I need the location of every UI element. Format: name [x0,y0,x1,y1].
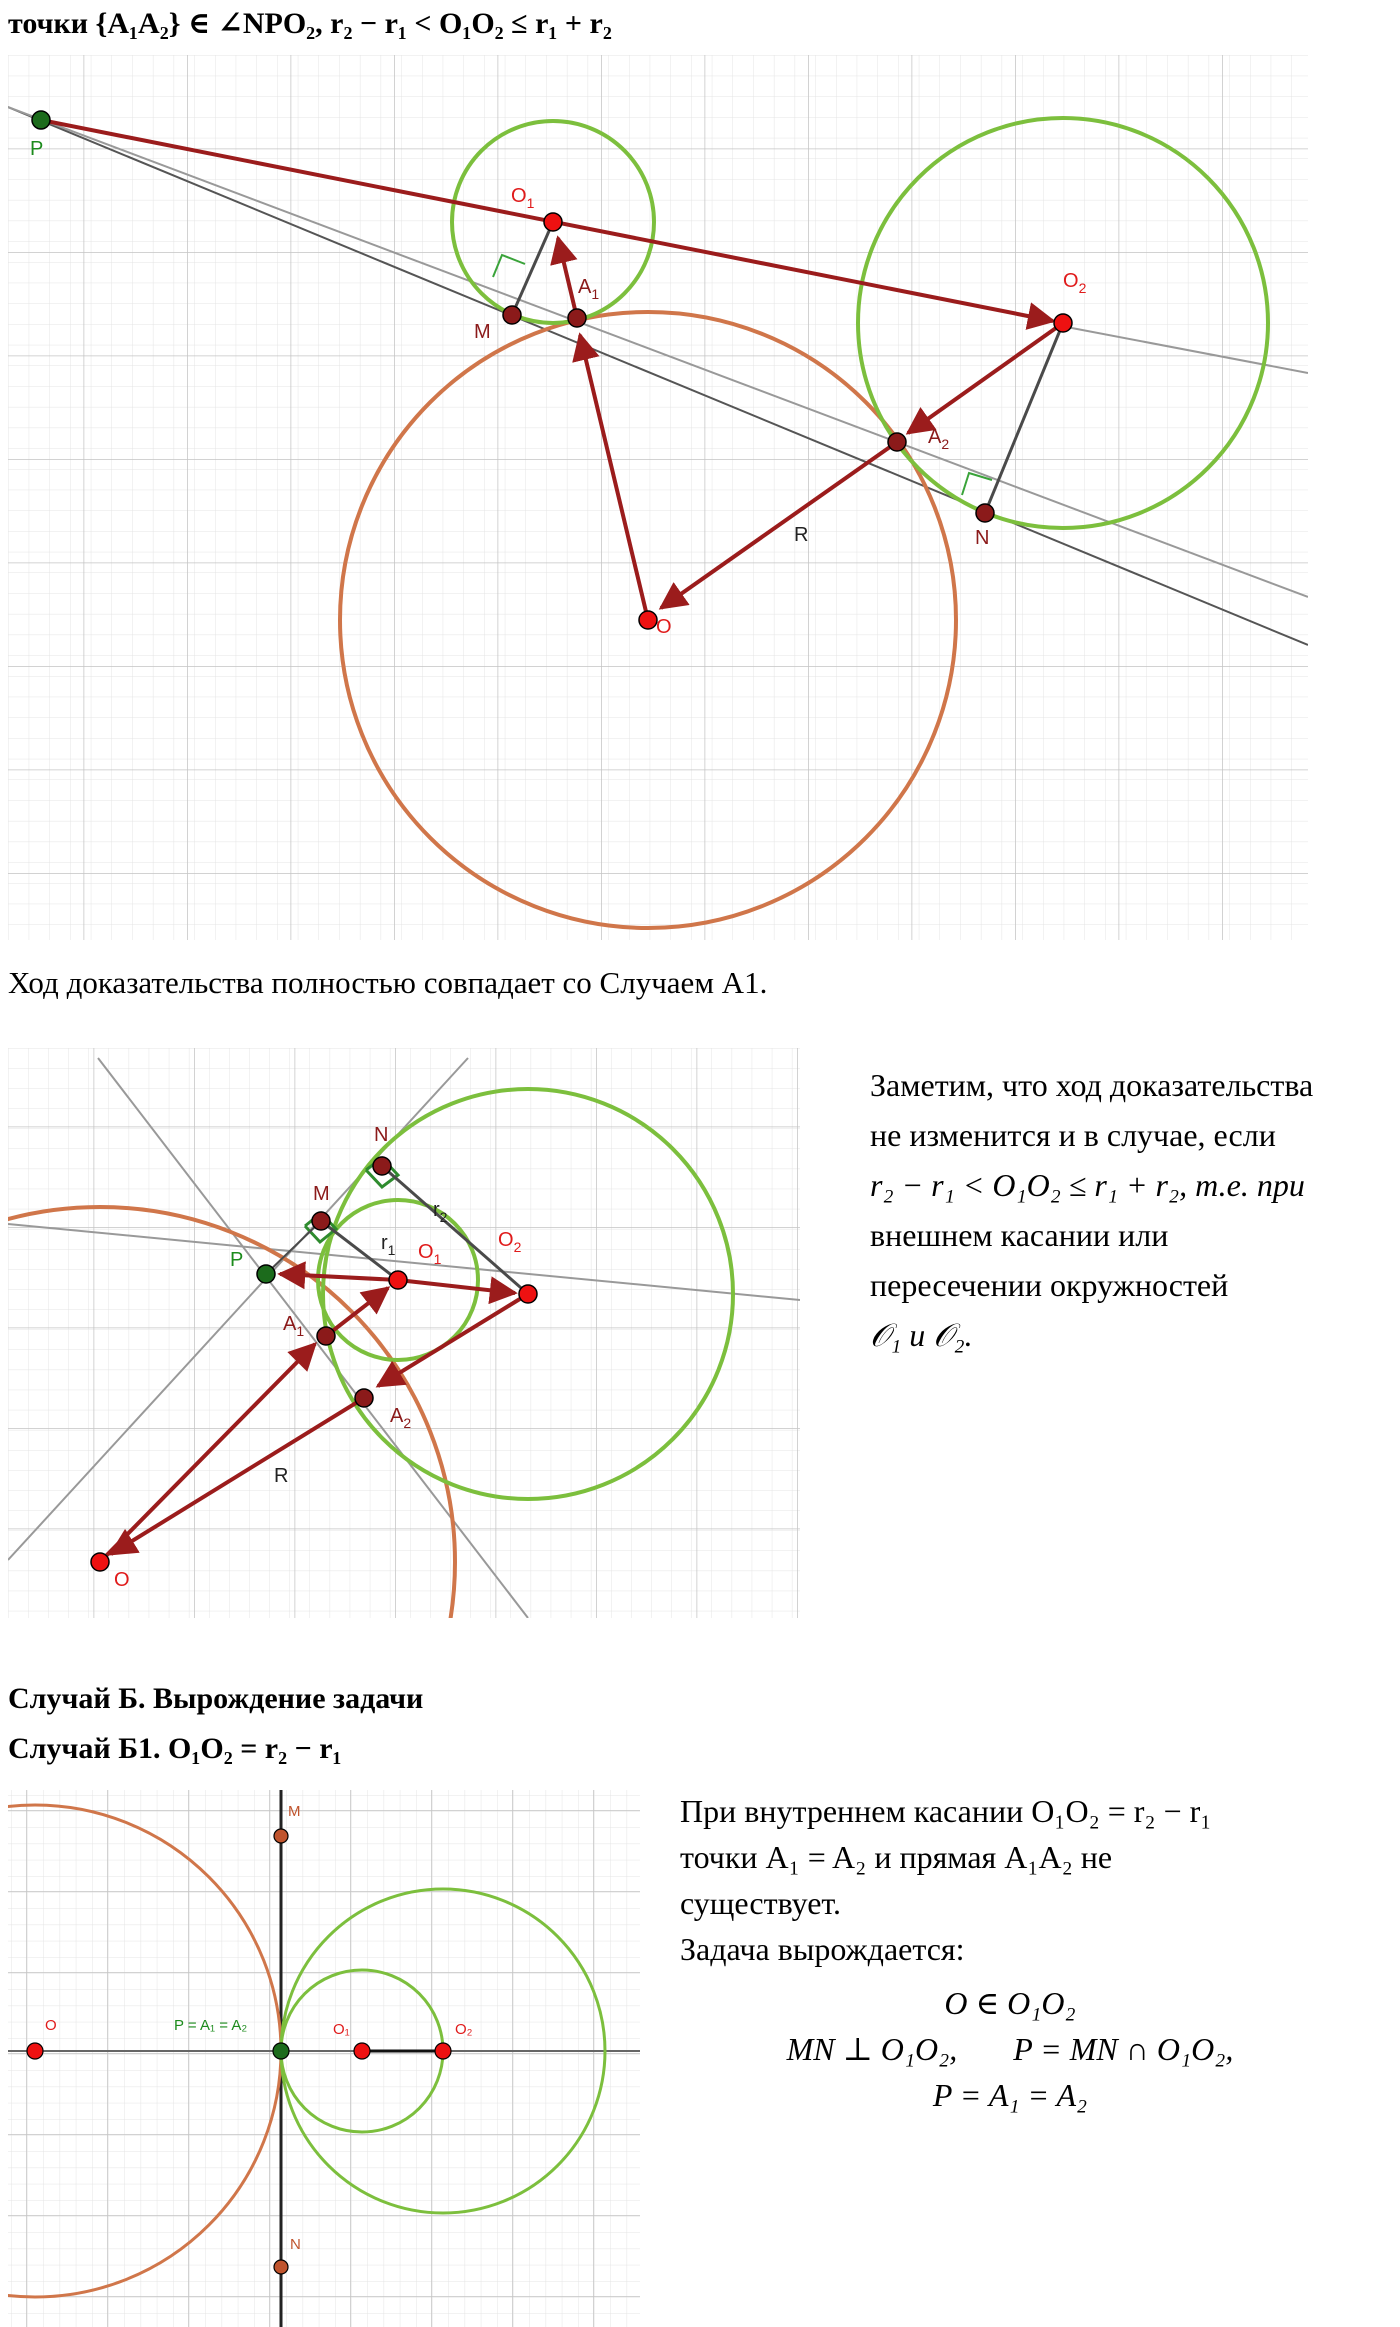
section-title: Случай Б. Вырождение задачи [8,1682,424,1715]
label-A2: $A_2$ [390,1405,412,1431]
figure-2 [8,1048,800,1618]
label-O1: $O_1$ [511,185,535,211]
label-A1: $A_1$ [283,1313,305,1339]
label-M: M [288,1803,301,1820]
label-O1: O₁ [333,2021,350,2038]
point-O1 [544,213,562,231]
note-line-3: r₂ − r₁ < O₁O₂ ≤ r₁ + r₂, т.е. при [870,1167,1305,1203]
note-text [870,1060,1313,1360]
point-N [373,1157,391,1175]
label-N: N [374,1124,389,1146]
label-O: O [45,2017,57,2034]
note-line-4: внешнем касании или [870,1217,1169,1253]
point-O [91,1553,109,1571]
label-P-A1-A2: P = A₁ = A₂ [174,2017,248,2034]
case-b1-line-1: При внутреннем касании O₁O₂ = r₂ − r₁ [680,1793,1212,1829]
case-b1-line-2: точки A₁ = A₂ и прямая A₁A₂ не [680,1839,1113,1875]
label-A2: $A_2$ [928,426,950,452]
point-M [312,1212,330,1230]
point-N [274,2260,288,2274]
point-O [27,2043,43,2059]
label-O2: $O_2$ [498,1229,522,1255]
label-O2: $O_2$ [1063,270,1087,296]
note-line-6: 𝒪₁ и 𝒪₂. [870,1317,973,1353]
label-r1: $r_1$ [381,1232,396,1258]
figure-3 [8,1790,640,2327]
label-r2: $r_2$ [433,1199,448,1225]
label-M: M [474,321,491,343]
case-b1-line-4: Задача вырождается: [680,1931,965,1967]
label-N: N [975,527,990,549]
point-O2 [1054,314,1072,332]
case-b1-line-3: существует. [680,1885,841,1921]
heading-top: точки {A₁A₂} ∈ ∠NPO₂, r₂ − r₁ < O₁O₂ ≤ r₁ + r₂ [8,7,612,40]
point-A2 [355,1389,373,1407]
point-O2 [435,2043,451,2059]
point-P [257,1265,275,1283]
equation-3: P = A₁ = A₂ [932,2077,1088,2113]
label-O2: O₂ [455,2021,473,2038]
grid-major [8,1790,640,2327]
label-A1: $A_1$ [578,276,600,302]
point-A1 [317,1327,335,1345]
note-line-5: пересечении окружностей [870,1267,1229,1303]
label-O: O [656,616,672,638]
label-O: O [114,1569,130,1591]
point-A1 [568,309,586,327]
note-line-1: Заметим, что ход доказательства [870,1067,1314,1103]
subsection-title: Случай Б1. O₁O₂ = r₂ − r₁ [8,1732,342,1765]
note-line-2: не изменится и в случае, если [870,1117,1276,1153]
point-N [976,504,994,522]
label-P: P [230,1249,244,1271]
label-P: P [30,138,44,160]
para-proof-same: Ход доказательства полностью совпадает со Случаем А1. [8,965,768,1000]
point-O [639,611,657,629]
equation-2: MN ⊥ O₁O₂, P = MN ∩ O₁O₂, [786,2031,1234,2067]
point-O1 [354,2043,370,2059]
point-M [503,306,521,324]
point-O1 [389,1271,407,1289]
case-b1-equations [680,1980,1340,2118]
label-R: R [274,1465,289,1487]
figure-1 [8,55,1308,940]
case-b1-text [680,1788,1211,1972]
label-N: N [290,2236,301,2253]
label-R: R [794,524,809,546]
point-P [273,2043,289,2059]
label-O1: $O_1$ [418,1241,442,1267]
label-M: M [313,1183,330,1205]
equation-1: O ∈ O₁O₂ [944,1985,1076,2021]
point-M [274,1829,288,1843]
point-P [32,111,50,129]
point-O2 [519,1285,537,1303]
point-A2 [888,433,906,451]
